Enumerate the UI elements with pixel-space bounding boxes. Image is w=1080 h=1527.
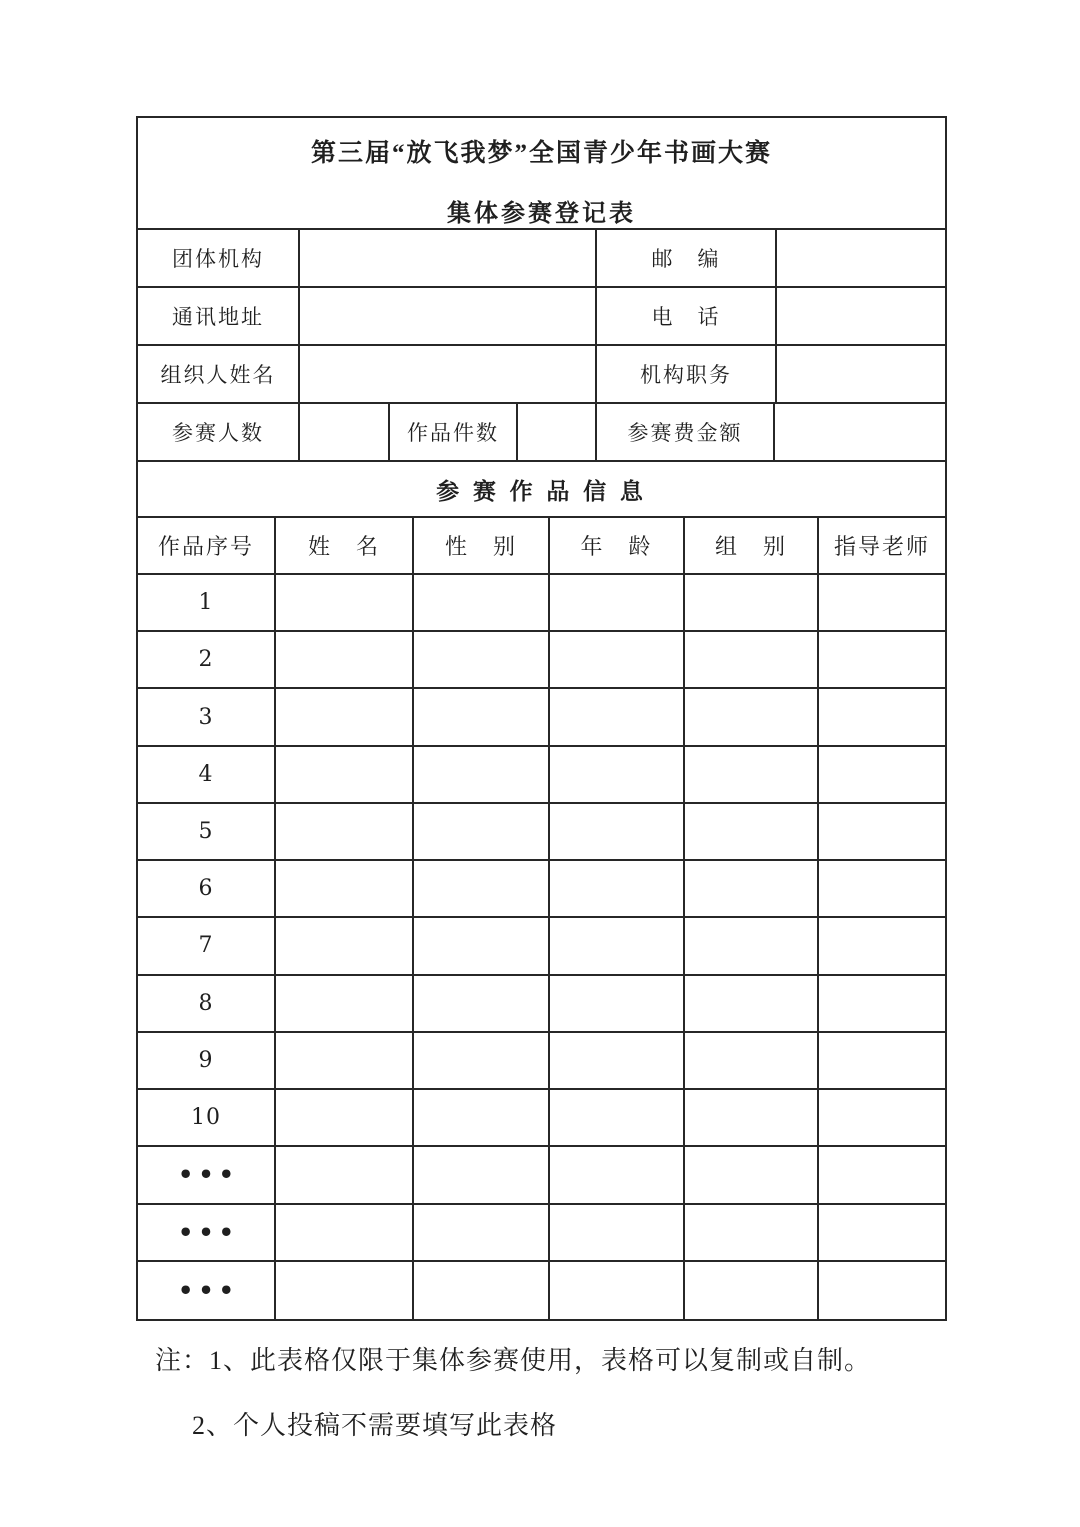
teacher-field	[819, 861, 945, 916]
group-field	[685, 632, 819, 687]
gender-field	[414, 1147, 550, 1202]
age-field	[550, 976, 685, 1031]
info-row-counts	[138, 404, 945, 462]
phone-value-field	[777, 288, 945, 344]
works-header-row	[138, 518, 945, 575]
work-row-ellipsis-1	[138, 1147, 945, 1204]
gender-field	[414, 1262, 550, 1319]
work-row-10	[138, 1090, 945, 1147]
info-row-organizer	[138, 346, 945, 404]
name-field	[276, 632, 414, 687]
name-field	[276, 689, 414, 744]
postcode-value-field	[777, 230, 945, 286]
group-field	[685, 1147, 819, 1202]
group-field	[685, 747, 819, 802]
col-header-gender: 性 别	[414, 518, 550, 573]
name-field	[276, 747, 414, 802]
work-row-number: 9	[138, 1033, 276, 1088]
fee-amount-label: 参赛费金额	[597, 404, 775, 460]
group-field	[685, 804, 819, 859]
gender-field	[414, 804, 550, 859]
work-row-number: 8	[138, 976, 276, 1031]
group-field	[685, 689, 819, 744]
work-row-2	[138, 632, 945, 689]
group-field	[685, 1262, 819, 1319]
work-row-8	[138, 976, 945, 1033]
teacher-field	[819, 575, 945, 630]
participant-count-value-field	[300, 404, 390, 460]
age-field	[550, 861, 685, 916]
organizer-name-label: 组织人姓名	[138, 346, 300, 402]
gender-field	[414, 689, 550, 744]
teacher-field	[819, 1262, 945, 1319]
works-count-value-field	[518, 404, 597, 460]
group-field	[685, 976, 819, 1031]
age-field	[550, 575, 685, 630]
teacher-field	[819, 804, 945, 859]
teacher-field	[819, 976, 945, 1031]
teacher-field	[819, 1090, 945, 1145]
name-field	[276, 976, 414, 1031]
name-field	[276, 1033, 414, 1088]
group-field	[685, 861, 819, 916]
work-row-ellipsis: •••	[138, 1205, 276, 1260]
age-field	[550, 689, 685, 744]
teacher-field	[819, 918, 945, 973]
works-body	[138, 575, 945, 1319]
position-label: 机构职务	[597, 346, 777, 402]
organizer-name-value-field	[300, 346, 597, 402]
form-subtitle: 集体参赛登记表	[447, 201, 636, 227]
gender-field	[414, 918, 550, 973]
name-field	[276, 804, 414, 859]
work-row-number: 3	[138, 689, 276, 744]
group-field	[685, 1033, 819, 1088]
footnotes	[136, 1340, 996, 1442]
phone-label: 电 话	[597, 288, 777, 344]
teacher-field	[819, 1033, 945, 1088]
work-row-6	[138, 861, 945, 918]
age-field	[550, 747, 685, 802]
teacher-field	[819, 632, 945, 687]
works-section-title: 参 赛 作 品 信 息	[138, 462, 945, 518]
gender-field	[414, 1090, 550, 1145]
name-field	[276, 1262, 414, 1319]
age-field	[550, 1205, 685, 1260]
gender-field	[414, 861, 550, 916]
work-row-number: 1	[138, 575, 276, 630]
fee-amount-value-field	[775, 404, 945, 460]
col-header-work-number: 作品序号	[138, 518, 276, 573]
work-row-4	[138, 747, 945, 804]
name-field	[276, 861, 414, 916]
name-field	[276, 1147, 414, 1202]
work-row-number: 10	[138, 1090, 276, 1145]
address-label: 通讯地址	[138, 288, 300, 344]
info-row-address	[138, 288, 945, 346]
teacher-field	[819, 689, 945, 744]
age-field	[550, 804, 685, 859]
age-field	[550, 1090, 685, 1145]
age-field	[550, 1033, 685, 1088]
group-field	[685, 575, 819, 630]
registration-form-table	[136, 116, 947, 1321]
teacher-field	[819, 747, 945, 802]
teacher-field	[819, 1205, 945, 1260]
works-count-label: 作品件数	[390, 404, 518, 460]
address-value-field	[300, 288, 597, 344]
work-row-ellipsis: •••	[138, 1262, 276, 1319]
organization-value-field	[300, 230, 597, 286]
age-field	[550, 632, 685, 687]
form-title-block	[138, 118, 945, 230]
col-header-teacher: 指导老师	[833, 534, 930, 559]
work-row-number: 4	[138, 747, 276, 802]
work-row-ellipsis-3	[138, 1262, 945, 1319]
gender-field	[414, 747, 550, 802]
gender-field	[414, 575, 550, 630]
work-row-number: 7	[138, 918, 276, 973]
col-header-group: 组 别	[685, 518, 819, 573]
footnote-1: 注：1、此表格仅限于集体参赛使用，表格可以复制或自制。	[155, 1346, 872, 1375]
participant-count-label: 参赛人数	[138, 404, 300, 460]
form-title: 第三届“放飞我梦”全国青少年书画大赛	[310, 140, 772, 167]
name-field	[276, 1205, 414, 1260]
age-field	[550, 918, 685, 973]
work-row-number: 2	[138, 632, 276, 687]
group-field	[685, 918, 819, 973]
footnote-2: 2、个人投稿不需要填写此表格	[192, 1411, 558, 1440]
age-field	[550, 1262, 685, 1319]
work-row-3	[138, 689, 945, 746]
col-header-name: 姓 名	[276, 518, 414, 573]
work-row-number: 5	[138, 804, 276, 859]
position-value-field	[777, 346, 945, 402]
name-field	[276, 1090, 414, 1145]
postcode-label: 邮 编	[597, 230, 777, 286]
gender-field	[414, 976, 550, 1031]
group-field	[685, 1090, 819, 1145]
name-field	[276, 918, 414, 973]
col-header-age: 年 龄	[550, 518, 685, 573]
work-row-number: 6	[138, 861, 276, 916]
work-row-ellipsis-2	[138, 1205, 945, 1262]
work-row-ellipsis: •••	[138, 1147, 276, 1202]
gender-field	[414, 1033, 550, 1088]
work-row-9	[138, 1033, 945, 1090]
organization-label: 团体机构	[138, 230, 300, 286]
age-field	[550, 1147, 685, 1202]
info-row-organization	[138, 230, 945, 288]
work-row-1	[138, 575, 945, 632]
work-row-7	[138, 918, 945, 975]
gender-field	[414, 632, 550, 687]
teacher-field	[819, 1147, 945, 1202]
work-row-5	[138, 804, 945, 861]
group-field	[685, 1205, 819, 1260]
gender-field	[414, 1205, 550, 1260]
name-field	[276, 575, 414, 630]
